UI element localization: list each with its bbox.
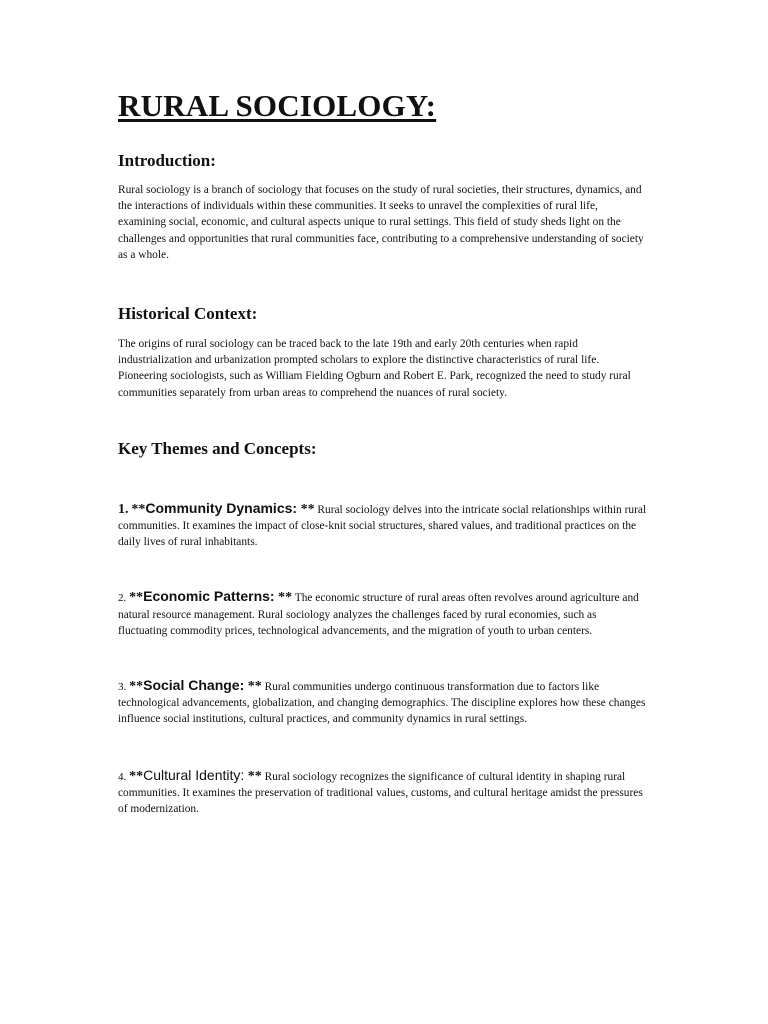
theme-item-social-change bbox=[118, 677, 648, 728]
theme-item-suffix: ** bbox=[244, 679, 262, 695]
document-page bbox=[118, 86, 648, 817]
theme-item-number: 1. bbox=[118, 501, 129, 517]
theme-item-economic-patterns bbox=[118, 588, 648, 639]
introduction-heading: Introduction: bbox=[118, 151, 216, 170]
theme-item-body: Rural sociology delves into the intricate social relationships within rural communities. It examines the impact of close-knit social structures, shared values, and traditional practices on the daily lives of rural inhabitants. bbox=[118, 503, 647, 549]
theme-item-suffix: ** bbox=[244, 768, 262, 784]
theme-item-prefix: ** bbox=[129, 679, 144, 695]
theme-item-term: Community Dynamics: bbox=[145, 499, 298, 516]
theme-item-number: 2. bbox=[118, 592, 127, 605]
theme-item-term: Cultural Identity: bbox=[143, 766, 245, 783]
theme-item-prefix: ** bbox=[129, 768, 144, 784]
theme-item-body: Rural sociology recognizes the significance of cultural identity in shaping rural communities. It examines the preservation of traditional values, customs, and cultural heritage amidst the pressures of modernization. bbox=[118, 770, 643, 816]
theme-item-community-dynamics bbox=[118, 500, 648, 551]
theme-item-cultural-identity bbox=[118, 767, 648, 818]
document-title: RURAL SOCIOLOGY: bbox=[118, 88, 437, 123]
theme-item-body: The economic structure of rural areas often revolves around agriculture and natural resource management. Rural sociology analyzes the challenges faced by rural economies, such as fluctuating commodity prices, technological advancements, and the migration of youth to urban centers. bbox=[118, 592, 639, 637]
historical-context-paragraph: The origins of rural sociology can be traced back to the late 19th and early 20th centuries when rapid industrialization and urbanization prompted scholars to explore the distinctive characteristics of rural life. Pioneering sociologists, such as William Fielding Ogburn and Robert E. Park, recognized the need to study rural communities separately from urban areas to comprehend the nuances of rural society. bbox=[118, 338, 631, 399]
theme-item-number: 4. bbox=[118, 770, 127, 783]
theme-item-suffix: ** bbox=[297, 501, 315, 517]
theme-item-body: Rural communities undergo continuous transformation due to factors like technological advancements, globalization, and changing demographics. The discipline explores how these changes influence social institutions, cultural practices, and community dynamics in rural settings. bbox=[118, 681, 646, 726]
key-themes-heading: Key Themes and Concepts: bbox=[118, 438, 317, 458]
theme-item-suffix: ** bbox=[274, 590, 293, 606]
theme-item-prefix: ** bbox=[131, 501, 146, 517]
historical-context-heading: Historical Context: bbox=[118, 304, 258, 324]
theme-item-term: Social Change: bbox=[143, 677, 245, 694]
theme-item-term: Economic Patterns: bbox=[143, 588, 275, 605]
introduction-paragraph: Rural sociology is a branch of sociology that focuses on the study of rural societies, their structures, dynamics, and the interactions of individuals within these communities. It seeks to unravel the complexities of rural life, examining social, economic, and cultural aspects unique to rural settings. This field of study sheds light on the challenges and opportunities that rural communities face, contributing to a comprehensive understanding of society as a whole. bbox=[118, 184, 644, 261]
theme-item-number: 3. bbox=[118, 681, 127, 694]
theme-item-prefix: ** bbox=[129, 590, 144, 606]
